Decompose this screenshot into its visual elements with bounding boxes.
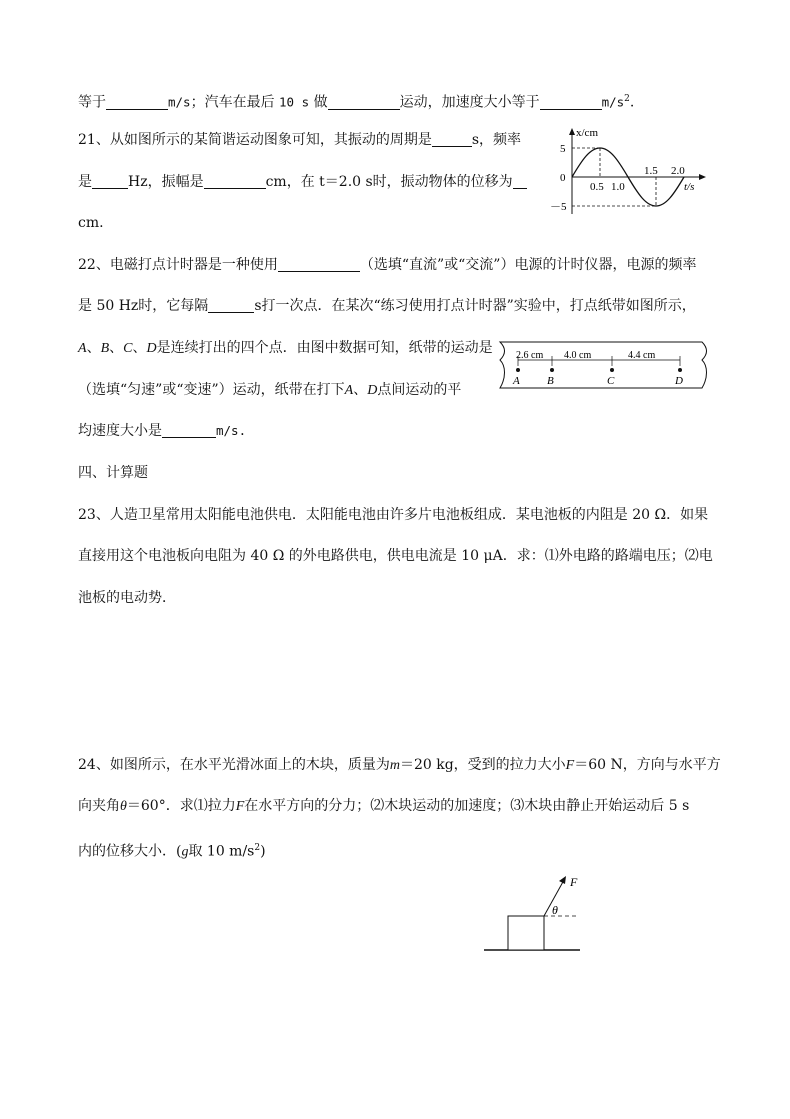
x-axis-arrow xyxy=(699,174,706,180)
tape-label-d: D xyxy=(675,375,683,387)
q20-blank-1[interactable] xyxy=(106,95,168,110)
graph-y-zero: 0 xyxy=(560,172,566,184)
q20-tail-line: 等于 m/s；汽车在最后 10 s 做 运动，加速度大小等于 $m/s^2$. xyxy=(78,94,635,111)
q20-blank-3[interactable] xyxy=(540,95,602,110)
angle-label: θ xyxy=(552,903,558,917)
q23-line-1: 23、人造卫星常用太阳能电池供电．太阳能电池由许多片电池板组成．某电池板的内阻是 20 Ω．如果 xyxy=(78,507,709,523)
graph-y-pos: 5 xyxy=(560,143,566,155)
point-d xyxy=(678,368,682,372)
tape-label-a: A xyxy=(513,375,520,387)
graph-tick-15: 1.5 xyxy=(644,165,658,177)
point-a xyxy=(516,368,520,372)
q24-line-2: 向夹角θ＝60°．求⑴拉力F在水平方向的分力；⑵木块运动的加速度；⑶木块由静止开始运动后 5 s xyxy=(78,798,690,814)
q22-line-1: 22、电磁打点计时器是一种使用 （选填“直流”或“交流”）电源的计时仪器，电源的频率 xyxy=(78,257,697,273)
point-c xyxy=(610,368,614,372)
point-b xyxy=(550,368,554,372)
q21-line-3: cm. xyxy=(78,215,104,231)
ticker-tape xyxy=(496,338,716,392)
q24-line-1: 24、如图所示，在水平光滑冰面上的木块，质量为m＝20 kg，受到的拉力大小F＝60 N，方向与水平方 xyxy=(78,757,721,773)
q22-line-2: 是 50 Hz时，它每隔 s打一次点．在某次“练习使用打点计时器”实验中，打点纸带如图所示， xyxy=(78,298,696,314)
q21-blank-frequency[interactable] xyxy=(92,174,128,189)
q22-line-5: 均速度大小是 m/s. xyxy=(78,423,247,439)
q21-line-1: 21、从如图所示的某简谐运动图象可知，其振动的周期是 s，频率 xyxy=(78,132,522,148)
tape-dist-cd: 4.4 cm xyxy=(628,350,656,361)
block-force-figure xyxy=(480,868,590,958)
q22-blank-interval[interactable] xyxy=(208,298,254,313)
tape-dist-bc: 4.0 cm xyxy=(564,350,592,361)
q21-blank-displacement[interactable] xyxy=(513,174,527,189)
q21-line-2: 是 Hz，振幅是 cm，在 t＝2.0 s时，振动物体的位移为 xyxy=(78,173,527,191)
graph-ylabel: x/cm xyxy=(576,127,598,139)
section-title: 四、计算题 xyxy=(78,465,148,481)
q23-line-3: 池板的电动势． xyxy=(78,590,176,606)
force-label: F xyxy=(570,875,578,889)
q21-blank-amplitude[interactable] xyxy=(204,174,266,189)
y-axis-arrow xyxy=(569,128,575,135)
graph-tick-05: 0.5 xyxy=(590,181,604,193)
graph-tick-20: 2.0 xyxy=(671,165,685,177)
q23-line-2: 直接用这个电池板向电阻为 40 Ω 的外电路供电，供电电流是 10 μA．求：⑴外电路的路端电压；⑵电 xyxy=(78,548,713,564)
q22-blank-avg-speed[interactable] xyxy=(162,423,216,438)
tape-label-b: B xyxy=(547,375,554,387)
q20-blank-2[interactable] xyxy=(328,95,400,110)
graph-xlabel: t/s xyxy=(684,181,695,193)
graph-y-neg: －5 xyxy=(550,201,567,213)
q22-blank-current-type[interactable] xyxy=(278,257,360,272)
shm-graph xyxy=(540,124,710,220)
q21-blank-period[interactable] xyxy=(432,132,472,147)
tape-label-c: C xyxy=(607,375,615,387)
q24-line-3: 内的位移大小．(g取 10 $m/s^2$) xyxy=(78,843,266,860)
q22-line-3: A、B、C、D是连续打出的四个点．由图中数据可知，纸带的运动是 xyxy=(78,340,493,356)
tape-dist-ab: 2.6 cm xyxy=(516,350,544,361)
graph-tick-10: 1.0 xyxy=(611,181,625,193)
q22-line-4: （选填“匀速”或“变速”）运动，纸带在打下A、D点间运动的平 xyxy=(78,382,462,398)
wood-block xyxy=(508,916,544,950)
